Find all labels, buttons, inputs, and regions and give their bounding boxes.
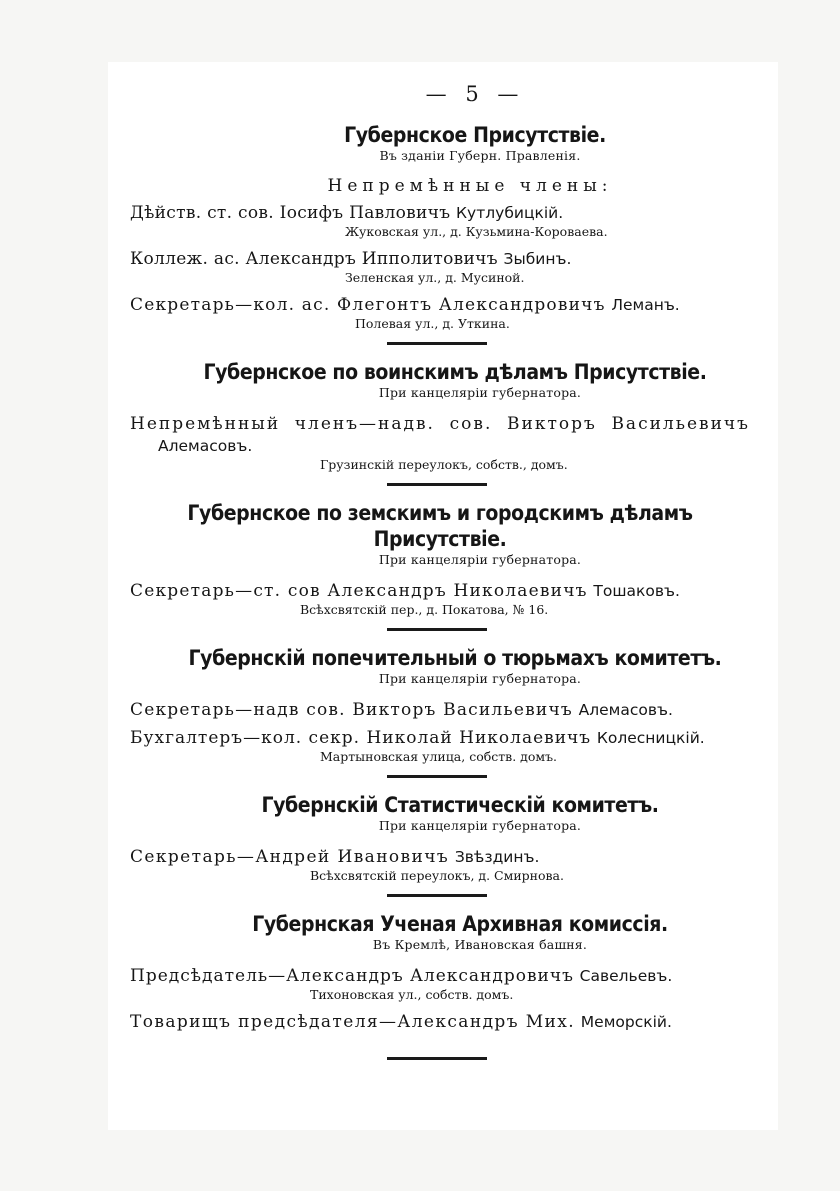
entry bbox=[130, 248, 750, 270]
section-title: Губернское по земскимъ и городскимъ дѣламъ Присутствіе. bbox=[187, 501, 693, 551]
entry-address: Тихоновская ул., собств. домъ. bbox=[310, 987, 514, 1002]
section-gubernskoe-prisutstvie bbox=[130, 122, 750, 332]
entry bbox=[130, 727, 750, 749]
section-archivnaya-komissiya bbox=[130, 911, 750, 1033]
entry bbox=[130, 846, 750, 868]
section-subtitle: При канцеляріи губернатора. bbox=[378, 818, 582, 833]
entry-role: Бухгалтеръ—кол. секр. Николай Николаевичъ bbox=[130, 728, 592, 748]
entry-surname: Алемасовъ. bbox=[578, 701, 673, 719]
section-divider bbox=[387, 628, 487, 631]
entry-surname: Колесницкій. bbox=[596, 729, 705, 747]
entry-role: Дѣйств. ст. сов. Іосифъ Павловичъ bbox=[130, 203, 451, 223]
section-subhead: Непремѣнные члены: bbox=[327, 176, 613, 196]
section-zemskim-delam bbox=[130, 500, 750, 618]
section-subtitle: Въ Кремлѣ, Ивановская башня. bbox=[372, 937, 588, 952]
entry-surname: Кутлубицкій. bbox=[456, 204, 564, 222]
section-voinskim-delam bbox=[130, 359, 750, 473]
section-title: Губернское Присутствіе. bbox=[344, 123, 606, 147]
entry-address: Грузинскій переулокъ, собств., домъ. bbox=[320, 457, 568, 472]
section-subtitle: При канцеляріи губернатора. bbox=[378, 552, 582, 567]
section-subtitle: При канцеляріи губернатора. bbox=[378, 671, 582, 686]
section-divider bbox=[387, 1057, 487, 1060]
entry bbox=[130, 580, 750, 602]
section-title: Губернскій Статистическій комитетъ. bbox=[261, 793, 659, 817]
entry bbox=[130, 202, 750, 224]
entry-role: Секретарь—надв сов. Викторъ Васильевичъ bbox=[130, 700, 573, 720]
entry-surname: Меморскій. bbox=[580, 1013, 672, 1031]
entry-address: Жуковская ул., д. Кузьмина-Короваева. bbox=[345, 224, 608, 239]
entry-role: Секретарь—Андрей Ивановичъ bbox=[130, 847, 450, 867]
entry bbox=[130, 965, 750, 987]
entry-role: Секретарь—ст. сов Александръ Николаевичъ bbox=[130, 581, 588, 601]
section-subtitle: Въ зданіи Губерн. Правленія. bbox=[379, 148, 581, 163]
entry-surname: Савельевъ. bbox=[579, 967, 673, 985]
entry-role: Предсѣдатель—Александръ Александровичъ bbox=[130, 966, 574, 986]
section-divider bbox=[387, 483, 487, 486]
section-divider bbox=[387, 775, 487, 778]
entry-address: Зеленская ул., д. Мусиной. bbox=[345, 270, 525, 285]
entry bbox=[130, 413, 750, 457]
entry-surname: Звѣздинъ. bbox=[454, 848, 540, 866]
entry-surname: Зыбинъ. bbox=[503, 250, 572, 268]
section-divider bbox=[387, 342, 487, 345]
entry-address: Всѣхсвятскій пер., д. Покатова, № 16. bbox=[300, 602, 549, 617]
entry-surname: Тошаковъ. bbox=[593, 582, 680, 600]
entry-role: Товарищъ предсѣдателя—Александръ Мих. bbox=[130, 1012, 576, 1032]
section-popechitelny-komitet bbox=[130, 645, 750, 765]
section-title: Губернскій попечительный о тюрьмахъ комитетъ. bbox=[188, 646, 722, 670]
section-subtitle: При канцеляріи губернатора. bbox=[378, 385, 582, 400]
section-statistichesky-komitet bbox=[130, 792, 750, 884]
entry-surname: Леманъ. bbox=[611, 296, 680, 314]
entry-address: Мартыновская улица, собств. домъ. bbox=[320, 749, 558, 764]
entry-address: Полевая ул., д. Уткина. bbox=[355, 316, 510, 331]
page-number: — 5 — bbox=[425, 82, 525, 106]
section-title: Губернское по воинскимъ дѣламъ Присутствіе. bbox=[203, 360, 707, 384]
entry-address: Всѣхсвятскій переулокъ, д. Смирнова. bbox=[310, 868, 564, 883]
section-divider bbox=[387, 894, 487, 897]
entry-role: Секретарь—кол. ас. Флегонтъ Александровичъ bbox=[130, 295, 606, 315]
page-content bbox=[130, 82, 750, 1070]
section-title: Губернская Ученая Архивная комиссія. bbox=[252, 912, 668, 936]
entry-surname: Алемасовъ. bbox=[158, 437, 253, 455]
entry bbox=[130, 1011, 750, 1033]
entry-role: Коллеж. ас. Александръ Ипполитовичъ bbox=[130, 249, 498, 269]
entry bbox=[130, 294, 750, 316]
entry bbox=[130, 699, 750, 721]
entry-role: Непремѣнный членъ—надв. сов. Викторъ Васильевичъ bbox=[130, 414, 750, 434]
